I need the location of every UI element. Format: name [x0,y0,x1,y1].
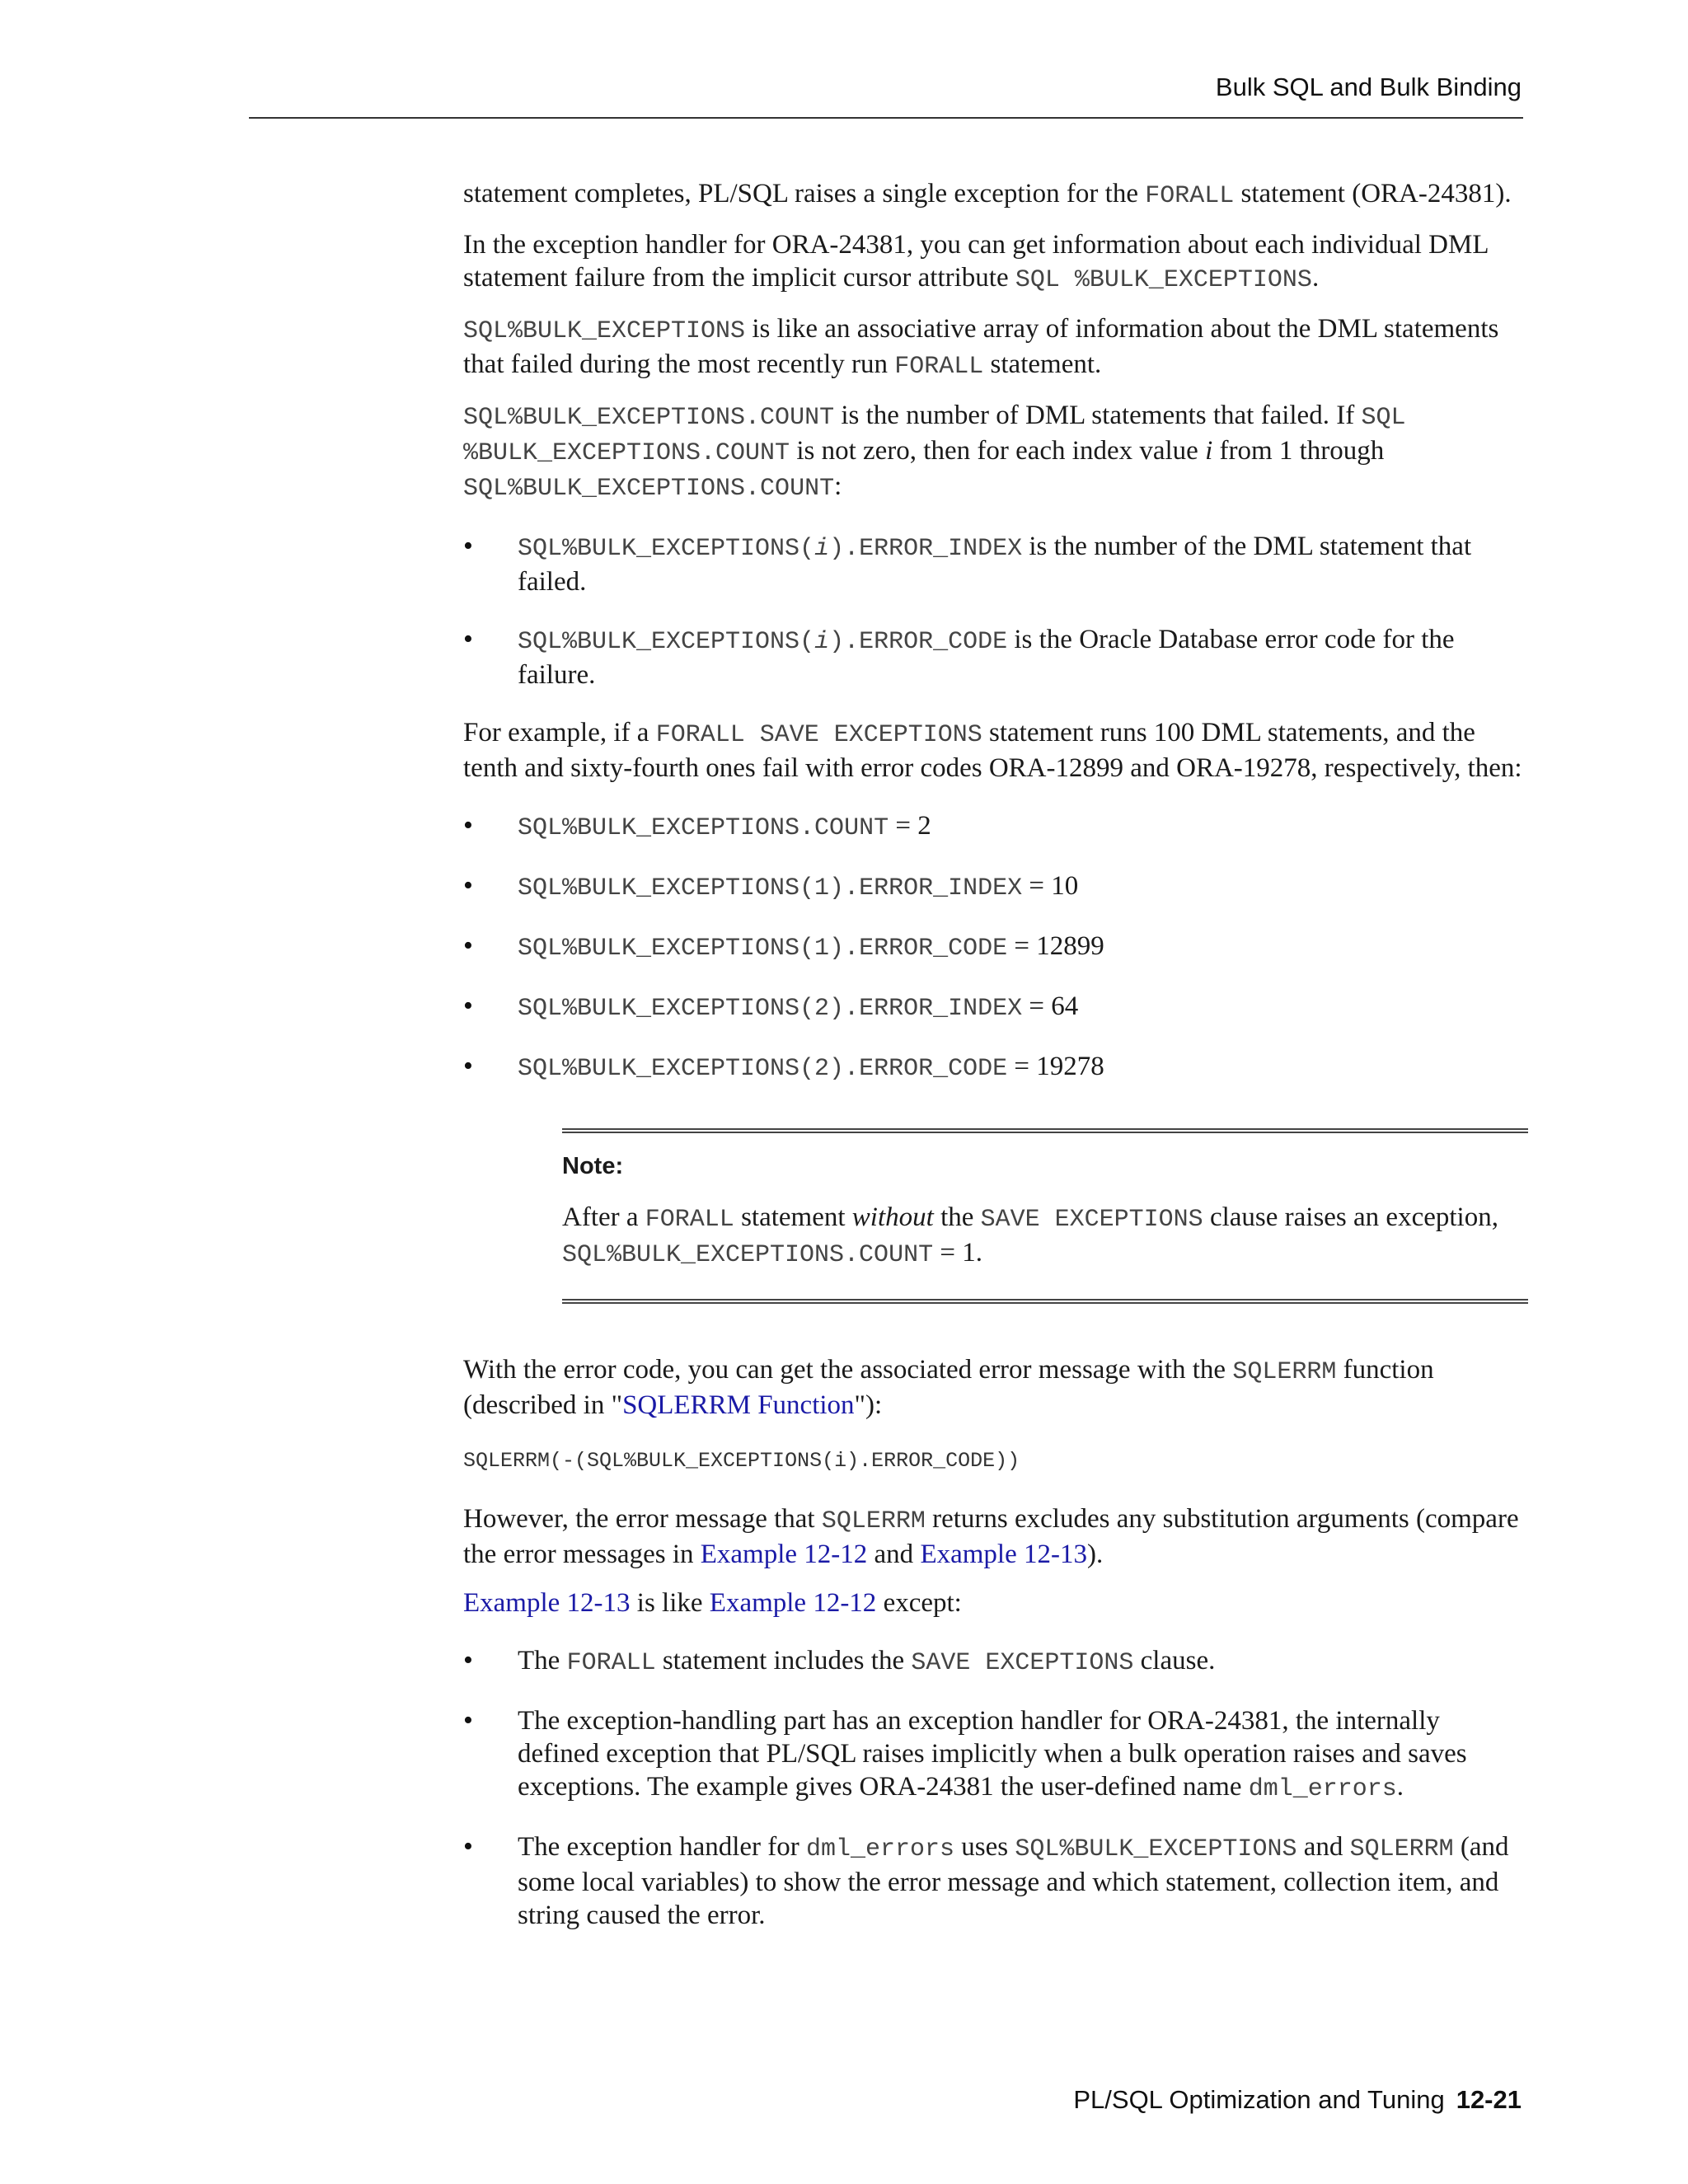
text: However, the error message that [463,1504,822,1534]
code-sql-bulk-exceptions: SQL%BULK_EXCEPTIONS [463,317,746,345]
text: is like [630,1588,710,1618]
text: ). [1086,1540,1104,1569]
text: : [834,471,842,501]
text: (and some local variables) to show the error message and which statement, collection item, and string caused the error. [518,1832,1509,1930]
paragraph-1 [463,177,1528,213]
page-body [463,177,1528,1957]
code-dml-errors: dml_errors [806,1835,955,1863]
code: SQL%BULK_EXCEPTIONS(1).ERROR_CODE [518,935,1008,963]
list-item [463,1050,1528,1085]
list-item [463,990,1528,1025]
list-item [463,1644,1528,1680]
code-forall: FORALL [645,1206,734,1234]
page-footer [1073,2085,1522,2115]
italic-without: without [851,1202,934,1232]
code-example-line: SQLERRM(-(SQL%BULK_EXCEPTIONS(i).ERROR_CODE)) [463,1449,1020,1473]
italic-i: i [814,628,830,656]
text: clause. [1133,1646,1216,1675]
text: The [518,1646,567,1675]
text: = 2 [889,811,931,841]
list-item [463,530,1528,598]
code: SQL%BULK_EXCEPTIONS( [518,535,815,563]
code: ).ERROR_CODE [829,628,1008,656]
text: statement includes the [655,1646,912,1675]
code-sql-bulk-exceptions: SQL %BULK_EXCEPTIONS [1015,266,1312,294]
page-number: 12-21 [1456,2085,1522,2114]
paragraph-5 [463,716,1528,785]
code-count: SQL%BULK_EXCEPTIONS.COUNT [463,475,835,503]
text: . [1396,1772,1404,1802]
code: SQL%BULK_EXCEPTIONS.COUNT [518,814,889,842]
code-forall: FORALL [894,353,984,381]
code-count: SQL %BULK_EXCEPTIONS.COUNT [463,404,1406,467]
paragraph-8 [463,1586,1528,1619]
code: SQL%BULK_EXCEPTIONS( [518,628,815,656]
bullet-list-example-values [463,809,1528,1085]
code-sql-bulk-exceptions: SQL%BULK_EXCEPTIONS [1015,1835,1297,1863]
note-title: Note: [562,1153,624,1179]
code-forall-save-exceptions: FORALL SAVE EXCEPTIONS [655,721,982,749]
text: = 10 [1022,871,1079,901]
bullet-list-differences [463,1644,1528,1932]
text: except: [876,1588,962,1618]
code-count: SQL%BULK_EXCEPTIONS.COUNT [562,1241,934,1269]
text: is the Oracle Database error code for the failure. [518,625,1455,690]
code: SQL%BULK_EXCEPTIONS(2).ERROR_CODE [518,1055,1008,1083]
text: the [933,1202,981,1232]
running-header: Bulk SQL and Bulk Binding [1215,73,1522,101]
text: uses [954,1832,1015,1862]
paragraph-6 [463,1353,1528,1422]
code-forall: FORALL [1145,182,1235,210]
code-save-exceptions: SAVE EXCEPTIONS [911,1649,1134,1677]
text: The exception-handling part has an exception handler for ORA-24381, the internally defined exception that PL/SQL raises implicitly when a bulk operation raises and saves exceptions. The example gives ORA-24381 the user-defined name [518,1706,1467,1802]
text: clause raises an exception, [1203,1202,1498,1232]
italic-i: i [814,535,830,563]
text: function (described in " [463,1355,1434,1420]
text: . [1311,263,1320,293]
footer-title: PL/SQL Optimization and Tuning [1073,2085,1445,2114]
code-sqlerrm: SQLERRM [821,1507,926,1535]
code-count: SQL%BULK_EXCEPTIONS.COUNT [463,404,835,432]
note-body [562,1201,1528,1272]
text: The exception handler for [518,1832,807,1862]
code-italic [814,535,829,563]
link-sqlerrm-function[interactable]: SQLERRM Function [622,1390,855,1420]
text: returns excludes any substitution arguments (compare the error messages in [463,1504,1519,1569]
text: After a [562,1202,645,1232]
link-example-12-13[interactable]: Example 12-13 [463,1588,631,1618]
text: "): [854,1390,883,1420]
text: statement (ORA-24381). [1234,179,1512,209]
paragraph-3 [463,312,1528,383]
text: With the error code, you can get the associated error message with the [463,1355,1233,1385]
text: statement completes, PL/SQL raises a single exception for the [463,179,1146,209]
paragraph-2 [463,228,1528,297]
text: is the number of DML statements that failed. If [834,401,1362,430]
text: and [1296,1832,1350,1862]
text: statement. [983,349,1102,379]
text: For example, if a [463,718,656,748]
link-example-12-12[interactable]: Example 12-12 [709,1588,877,1618]
text: = 64 [1022,991,1079,1021]
paragraph-7 [463,1502,1528,1571]
text: statement runs 100 DML statements, and the tenth and sixty-fourth ones fail with error codes ORA-12899 and ORA-19278, respectively, then: [463,718,1522,783]
note-box [562,1128,1528,1304]
text: is the number of the DML statement that failed. [518,532,1472,597]
list-item [463,809,1528,845]
italic-i: i [1205,436,1213,466]
code-italic [814,628,829,656]
list-item [463,869,1528,905]
code: ).ERROR_INDEX [829,535,1023,563]
text: and [867,1540,921,1569]
code: SQL%BULK_EXCEPTIONS(2).ERROR_INDEX [518,995,1023,1023]
bullet-list-attributes [463,530,1528,691]
list-item [463,1830,1528,1932]
link-example-12-13[interactable]: Example 12-13 [920,1540,1087,1569]
text: from 1 through [1212,436,1385,466]
code-dml-errors: dml_errors [1248,1775,1397,1803]
text: = 1. [933,1238,982,1268]
code-save-exceptions: SAVE EXCEPTIONS [980,1206,1203,1234]
code-sqlerrm: SQLERRM [1349,1835,1454,1863]
list-item [463,930,1528,965]
text: is not zero, then for each index value [790,436,1206,466]
text: is like an associative array of information about the DML statements that failed during the most recently run [463,314,1499,379]
paragraph-4 [463,399,1528,505]
text: In the exception handler for ORA-24381, you can get information about each individual DML statement failure from the implicit cursor attribute [463,230,1489,293]
text: statement [734,1202,852,1232]
code-forall: FORALL [566,1649,656,1677]
text: = 12899 [1007,931,1104,961]
list-item [463,623,1528,691]
code: SQL%BULK_EXCEPTIONS(1).ERROR_INDEX [518,874,1023,902]
header-rule [249,117,1523,119]
list-item [463,1704,1528,1806]
text: = 19278 [1007,1052,1104,1081]
code-sqlerrm: SQLERRM [1232,1358,1337,1386]
link-example-12-12[interactable]: Example 12-12 [700,1540,868,1569]
